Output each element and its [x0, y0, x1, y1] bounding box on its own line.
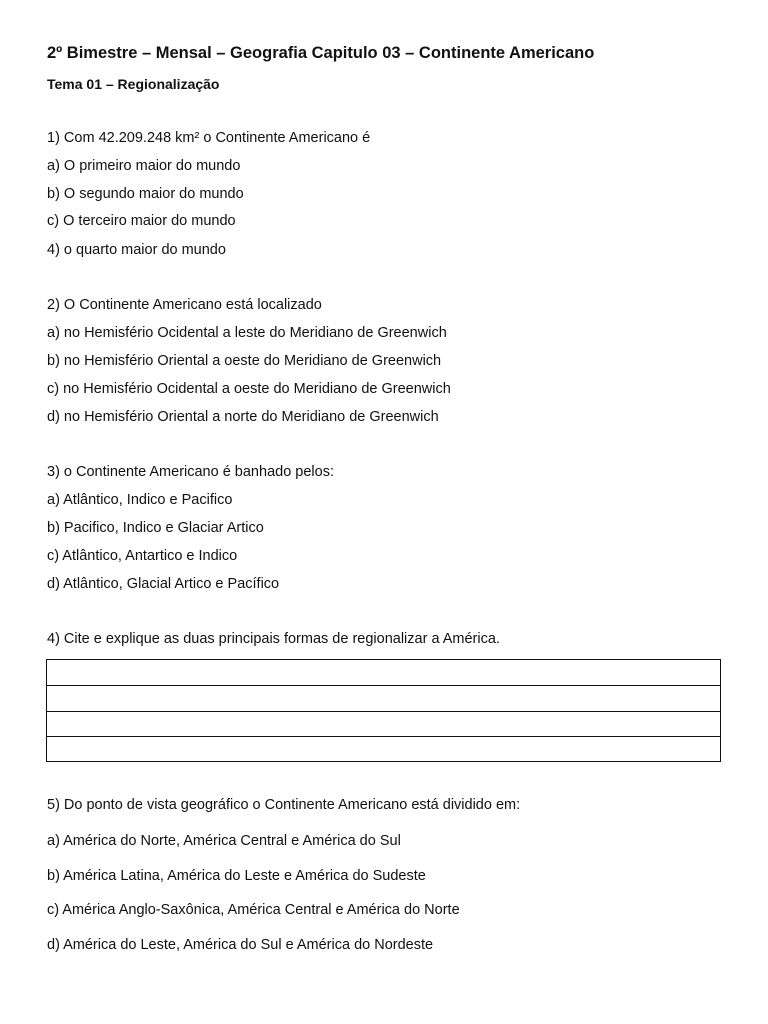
question-3-option-a: a) Atlântico, Indico e Pacifico — [47, 492, 233, 508]
answer-line — [47, 736, 720, 737]
question-1-option-b: b) O segundo maior do mundo — [47, 186, 244, 202]
page-subtitle: Tema 01 – Regionalização — [47, 76, 220, 92]
question-5-prompt: 5) Do ponto de vista geográfico o Continente Americano está dividido em: — [47, 797, 521, 813]
question-4-prompt: 4) Cite e explique as duas principais formas de regionalizar a América. — [47, 631, 500, 647]
question-1-option-c: c) O terceiro maior do mundo — [47, 213, 236, 229]
question-3-option-d: d) Atlântico, Glacial Artico e Pacífico — [47, 576, 280, 592]
question-2-option-c: c) no Hemisfério Ocidental a oeste do Meridiano de Greenwich — [47, 381, 451, 397]
question-2-prompt: 2) O Continente Americano está localizado — [47, 297, 322, 313]
question-5-option-b: b) América Latina, América do Leste e América do Sudeste — [47, 868, 426, 884]
question-1-option-d: 4) o quarto maior do mundo — [47, 242, 226, 258]
question-3-option-c: c) Atlântico, Antartico e Indico — [47, 548, 238, 564]
answer-line — [47, 685, 720, 686]
question-5-option-c: c) América Anglo-Saxônica, América Central e América do Norte — [47, 902, 460, 918]
answer-line — [47, 711, 720, 712]
question-5-option-a: a) América do Norte, América Central e América do Sul — [47, 833, 401, 849]
question-1-prompt: 1) Com 42.209.248 km² o Continente Americano é — [47, 130, 371, 146]
question-3-option-b: b) Pacifico, Indico e Glaciar Artico — [47, 520, 264, 536]
answer-box[interactable] — [46, 659, 721, 762]
question-2-option-d: d) no Hemisfério Oriental a norte do Meridiano de Greenwich — [47, 409, 439, 425]
page-title: 2º Bimestre – Mensal – Geografia Capitulo 03 – Continente Americano — [47, 44, 595, 62]
question-3-prompt: 3) o Continente Americano é banhado pelos: — [47, 464, 334, 480]
question-1-option-a: a) O primeiro maior do mundo — [47, 158, 241, 174]
question-5-option-d: d) América do Leste, América do Sul e América do Nordeste — [47, 937, 434, 953]
question-2-option-b: b) no Hemisfério Oriental a oeste do Meridiano de Greenwich — [47, 353, 442, 369]
question-2-option-a: a) no Hemisfério Ocidental a leste do Meridiano de Greenwich — [47, 325, 447, 341]
